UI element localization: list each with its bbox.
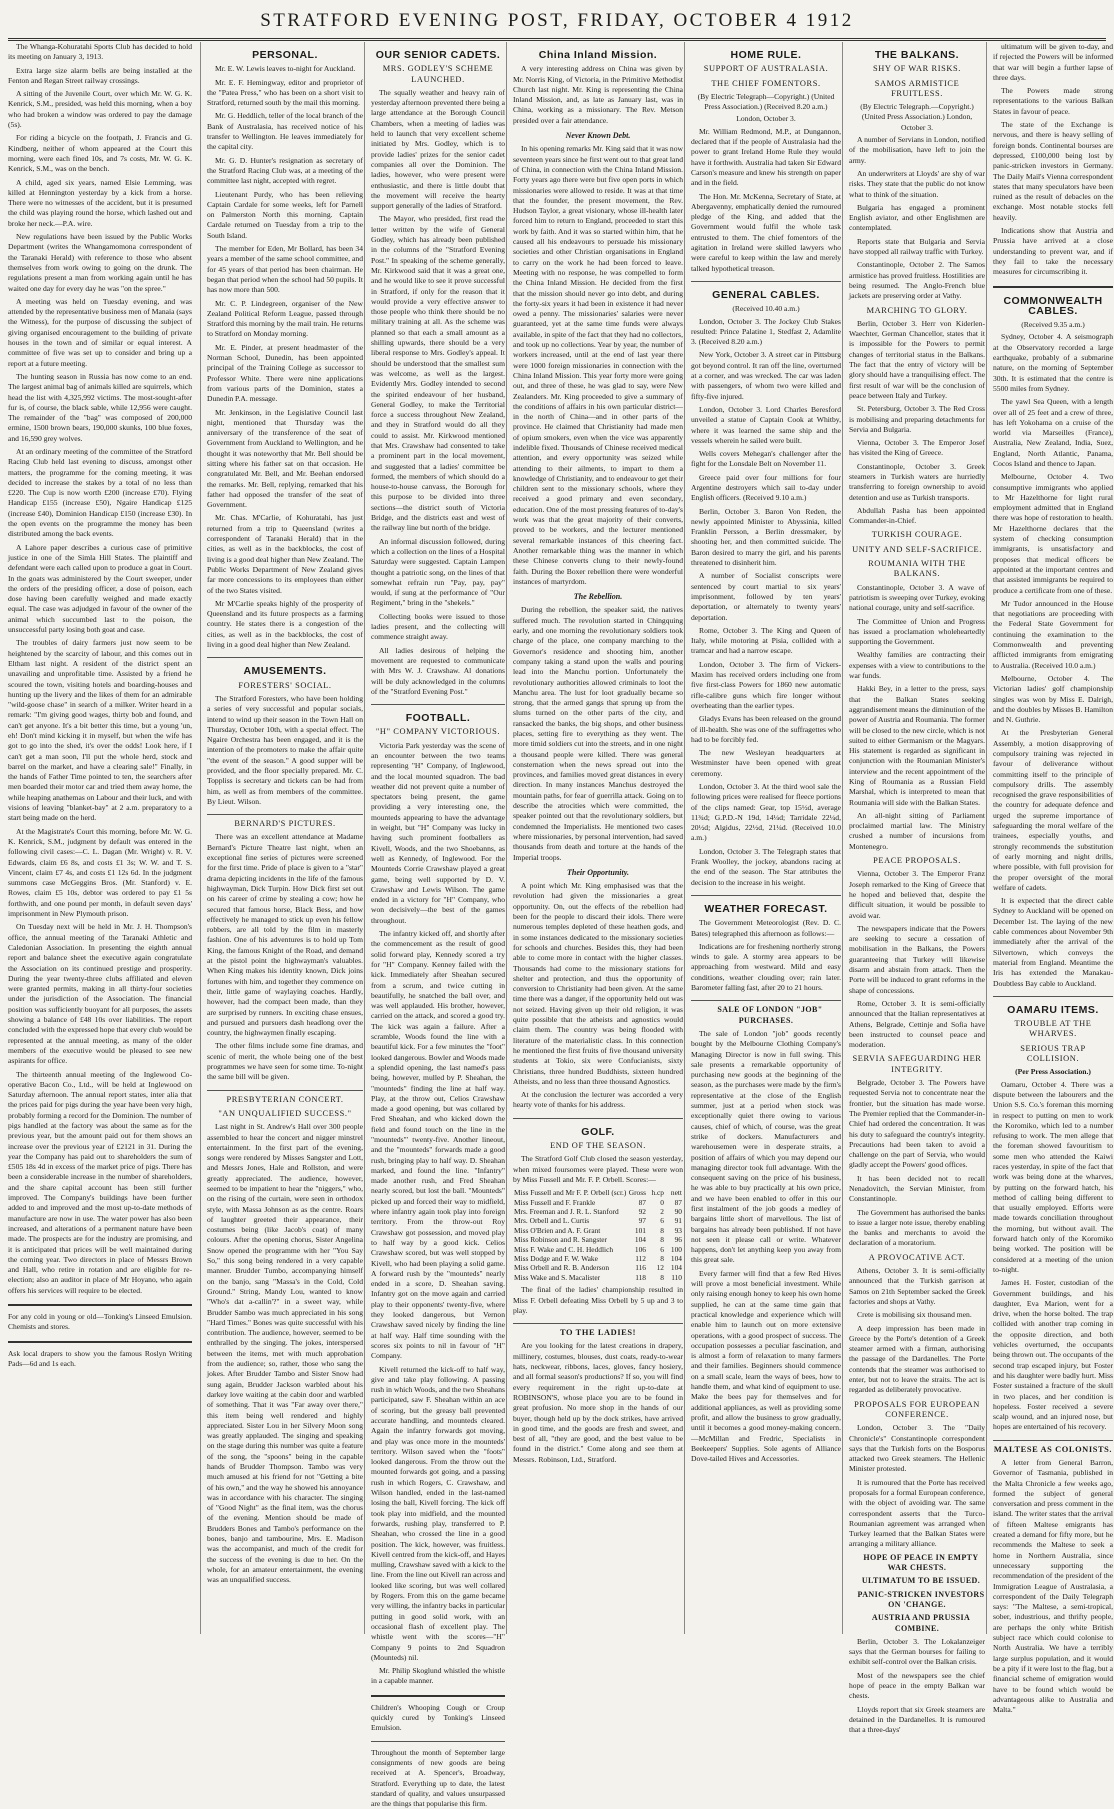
subtitle-trap: SERIOUS TRAP COLLISION. <box>1020 1043 1086 1064</box>
paragraph: Reports state that Bulgaria and Servia have stopped all railway traffic with Turkey. <box>849 236 985 257</box>
paragraph: The Whanga-Kohuratahi Sports Club has decided to hold its meeting on January 3, 1913. <box>8 42 192 62</box>
column-commonwealth <box>986 42 1113 1715</box>
divider <box>207 1090 363 1091</box>
paragraph: The thirteenth annual meeting of the Inglewood Co-operative Bacon Co., Ltd., will be held at Inglewood on Saturday afternoon. The annual report states, inter alia that the prices paid for pigs during the year have been very high, probably forming a record for the Dominion. The number of pigs handled at the factory was about the same as for the previous year, but the amount paid out for them shows an increase over the previous year of £2121 in 31. During the year the Company has paid out to shareholders the sum of £505 18s 4d in excess of the market price of pigs. There has been a considerable increase in the number of shareholders, and the share capital account has been still further improved. The Company's buildings have been further added to and improved and the most up-to-date methods of manufacture are now in use. The water power has also been increased, and alterations of a permanent nature have been made. The prospects are for the industry are promising, and it is anticipated that prices will be well maintained during the coming year. Two directors in place of Messrs Brown and Hall, who retire in rotation and are eligible for re-election; also an auditor in place of Mr Hoyano, who again offers his services will require to be elected. <box>8 1069 192 1295</box>
football-items <box>371 741 505 1687</box>
section-title-football: FOOTBALL. <box>405 712 471 725</box>
paragraph: Gladys Evans has been released on the ground of ill-health. She was one of the suffragettes who had to be forcibly fed. <box>691 714 841 744</box>
paragraph: The infantry kicked off, and shortly after the commencement as the result of good solid forward play, Kennedy scored a try for "H" Company. Kenney failed with the kick. Immediately after Sheahan secured from a scrum, and twice cutting in beautifully, he snatched the ball over, and was well applauded. His brother, however, carried on the attack, and scored a good try. The kick was again a failure. After a scramble, Woods found the line with a beautiful kick. For a few minutes the "foot" looked dangerous. Bowler and Woods made a splendid opening, the last named's pass being, however, mulled by P. Sheahan, the "mounteds" finding the line at half way. Play, at the throw out, Celios Crawshaw made a good opening, but was collared by Fred Sheahan, and who kicked down the field and found touch on the line in the "mounteds'" twenty-five. Another lineout, and the "mounteds" forwards made a good rush, bringing play to half way. D. Sheahan marked, and found the line. "Infantry" made another rush, and Fred Sheahan nearly scored, but lost the ball. "Mounteds" picked up and forced their way to midfield, where infantry again took play into foreign territory. From the throw-out Roy Crawshaw got possession, and moved play to half way by a good kick. Celios Crawshaw scored, but was well stopped by Kivell, who had been playing a solid game. A forward rush by the "mounteds" nearly ended in a score, D. Sheahan saving. Infantry got on the move again and carried play to their opponents' twenty-five, where they looked dangerous, but Vernon Crawshaw saved nicely by finding the line at half way. Half time sounding with the scores six points to nil in favour of "H" Company. <box>371 929 505 1361</box>
paragraph: Mr M'Carlie speaks highly of the prosperity of Queensland and its future prospects as a farming country. He states there is a congestion of the cities, as well as in the backblocks, the cost of living in a good deal higher than New Zealand. <box>207 598 363 650</box>
paragraph: Every farmer will find that a few Red Hives will prove a most beneficial investment. While only raising enough honey to keep his own home supplied, he can at the same time gain that practical knowledge and experience which will enable him to launch out on more extensive operations, with a good prospect of success. The occupation possesses a peculiar fascination, and is almost a form of relaxation to many farmers and their families. Beginners should commence on a small scale, learn the ways of bees, how to handle them, and what kind of equipment to use. Make the bees pay for themselves and for additional appliances, as well as providing some profit, and allow the business to grow gradually, until it becomes a good money-making concern.—McMillan and Fredric, Specialists in Beekeepers' Supplies. Sole agents of Alliance Dove-tailed Hives and Accessories. <box>691 1268 841 1464</box>
paragraph: Hakki Bey, in a letter to the press, says that the Balkan States seeking aggrandisement means the diminution of the power of Austria and Roumania. The former will be closed to the new circle, which is not suited to either Germanism or the Magyars. His statement is regarded as significant in conjunction with the Roumanian Minister's interview and the recent appointment of the King of Roumania as a Russian Field Marshal, which is interpreted to mean that Roumania will side with the Balkan States. <box>849 684 985 807</box>
paragraph: Abdullah Pasha has been appointed Commander-in-Chief. <box>849 505 985 526</box>
table-cell: 104 <box>670 1254 682 1264</box>
golf-intro <box>513 1154 683 1185</box>
paragraph: On Tuesday next will be held in Mr. J. H. Thompson's office, the annual meeting of the Taranaki Athletic and Caledonian Association. In presenting the eighth annual report and balance sheet the executive again congratulate the Association on its continued prestige and prosperity. During the year twenty-three clubs affiliated and eleven were granted permits, making in all thirty-four societies under the jurisdiction of the Association. The financial position was sufficiently buoyant for all purposes, the assets showing a balance of £48 10s over liabilities. The report concluded with the expressed hope that every club would be represented at the annual meeting, as many of the older members of the executive would be pleased to see new aspirants for office. <box>8 922 192 1066</box>
paragraph: Collecting books were issued to those ladies present, and the collecting will commence straight away. <box>371 611 505 642</box>
column-balkans <box>842 42 991 1735</box>
table-row <box>513 1273 683 1282</box>
table-cell: 87 <box>638 1197 646 1207</box>
masthead <box>8 4 1106 41</box>
section-title-oamaru: OAMARU ITEMS. <box>1007 1003 1099 1016</box>
paragraph: Indications are for freshening northerly strong winds to gale. A stormy area appears to be approaching from westward. Mild and easy conditions, weather clouding over; rain later. Barometer falling fast, after 20 to 21 hours. <box>691 941 841 993</box>
paragraph: Belgrade, October 3. The Powers have requested Servia not to concentrate near the frontier, but the situation has made worse. The Premier replied that the Commander-in-Chief had ordered the concentration. It was his duty to safeguard the country's integrity. Precautions had been taken to avoid a challenge on the part of Servia, who would gladly accept the Powers' good offices. <box>849 1078 985 1170</box>
paragraph: Kivell returned the kick-off to half way, give and take play following. A passing rush in which Woods, and the two Sheahans participated, saw F. Sheahan within an ace of scoring, but the greasy ball prevented accurate handling, and mounteds cleared. Again the infantry forwards got moving, and play was once more in the mounteds' territory. Wilson saved when the "foots" looked dangerous. From the throw out the mounted forwards got going, and a passing rush in which Rogers, C. Crawshaw, and Wilson handled, ended in the last-named losing the ball, Kivell forcing. The kick off took play into midfield, and the mounted forwards, rushing play, transferred to P. Sheahan, who crossed the line in a good position. The kick, however, was fruitless. Kivell centred from the kick-off, and Hayes mulling, Crawshaw saved with a kick to the line. From the line out Kivell ran across and looked like scoring, but was well collared by Rogers. From this on the game became very willing, the infantry backs in particular putting in good solid work, with an occasional flash of excellent play. The whistle went with the scores—"H" Company 9 points to 2nd Squadron (Mounteds) nil. <box>371 1364 505 1662</box>
table-cell: Miss O'Brien and A. F. Grant <box>514 1225 601 1235</box>
provocative-items <box>849 1266 985 1396</box>
peace-items <box>849 869 985 1050</box>
table-cell: 116 <box>635 1263 646 1273</box>
column-cadets-football <box>364 42 511 1809</box>
balkans-note: (By Electric Telegraph.—Copyright.) (United Press Association.) London, October 3. <box>860 102 974 132</box>
paragraph: London, October 3. The Jockey Club Stakes resulted: Prince Palatine 1, Stedfast 2, Adamlite 3. (Received 8.20 a.m.) <box>691 316 841 347</box>
amusement-items <box>207 694 363 807</box>
paragraph: A number of Socialist conscripts were sentenced by court martial to six years' imprisonment, followed by ten years' deportation, or alternately to twenty years' deportation. <box>691 571 841 622</box>
paragraph: A very interesting address on China was given by Mr. Norris King, of Victoria, in the Primitive Methodist Church last night. Mr. King is representing the China Inland Mission, and, as late as January last, was in China, working as a missionary. The Rev. Metson presided over a fair attendance. <box>513 64 683 125</box>
subtitle-wharves: TROUBLE AT THE WHARVES. <box>1014 1019 1092 1039</box>
paragraph: Lieutenant Purdy, who has been relieving Captain Cardale for some weeks, left for Parnell on Palmerston North this morning. Captain Cardale returned on Tuesday from a trip to the South Island. <box>207 189 363 240</box>
divider <box>8 1304 192 1306</box>
table-row <box>513 1254 683 1263</box>
table-cell: 104 <box>670 1263 682 1273</box>
balkans-items <box>849 135 985 301</box>
table-cell: 8 <box>660 1235 664 1245</box>
table-cell: 91 <box>674 1216 682 1226</box>
paragraph: London, October 3. The "Daily Chronicle's" Constantinople correspondent says that the Turkish forts on the Bosporus attacked two Greek steamers. The Hellenic Minister protested. <box>849 1423 985 1474</box>
paragraph: At the Magistrate's Court this morning, before Mr. W. G. K. Kenrick, S.M., judgment by default was entered in the following civil cases:—C. L. Dagan (Mr. Wright) v. R. V. Edwards, claim £6 8s, and costs £1 3s; W. W. and T. S. Vincent, claim £7 4s, and costs £1 12s 6d. In the judgment summons case McGeggins Bros. (Mr. Stanford) v. E. Rowes, claim £5 10s, debtor was ordered to pay £1 5s forthwith, and one pound per month, in default seven days' imprisonment in New Plymouth prison. <box>8 826 192 919</box>
paragraph: An underwriters at Lloyds' are shy of war risks. They state that the public do not know what to think of the situation. <box>849 168 985 199</box>
paragraph: London, October 3. Lord Charles Beresford unveiled a statue of Captain Cook at Whitby, where it was learned the same ship and the vessels wherein he sailed were built. <box>691 404 841 445</box>
paragraph: Mr Tudor announced in the House that negotiations are proceeding with the Federal State Government for continuing the examination to the Commonwealth and preventing afflicted immigrants from emigrating to Australia. (Received 10.0 a.m.) <box>993 598 1113 670</box>
subtitle-european: PROPOSALS FOR EUROPEAN CONFERENCE. <box>854 1399 980 1419</box>
divider <box>691 281 841 282</box>
paragraph: The Stratford Golf Club closed the season yesterday, when mixed foursomes were played. These were won by Miss Fussell and Mr. F. P. Orbell. Scores:— <box>513 1154 683 1184</box>
paragraph: The Mayor, who presided, first read the letter written by the wife of General Godley, which has already been published in the columns of the "Stratford Evening Post." In speaking of the scheme generally, Mr. Kirkwood said that it was a great one, and he would like to see it prove successful in Stratford, if only for the reason that it would provide a very effective answer to those people who think there should be no military training at all. As the scheme was planned so that each a small amount as a shilling upwards, there should be a very liberal response to Mrs. Godley's appeal. It should be understood that the smallest sum was welcome, as well as the largest. Evidently Mrs. Godley intended to second the spirited endeavour of her husband, General Godley, to make the Territorial force a success throughout New Zealand, and they in Stratford would do all they could to assist. Mr. Kirkwood mentioned that Mrs. Crawshaw had consented to take a prominent part in the local movement, and suggested that a ladies' committee be formed, the members of which should do a house-to-house canvass, the Borough for this purpose to be divided into three sections—the district south of Victoria Bridge, and the districts east and west of the railway line but north of the bridge. <box>371 214 505 533</box>
table-cell: 118 <box>635 1272 646 1282</box>
advert-tonking: For any cold in young or old—Tonking's Linseed Emulsion. Chemists and stores. <box>8 1312 192 1332</box>
paragraph: A meeting was held on Tuesday evening, and was attended by the representative business men of Manaia (says the Witness), for the purpose of discussing the subject of giving organised encouragement to the building of private houses in the town and of similar or equal interest. A committee of five was set up to consider and bring up a report at a future meeting. <box>8 296 192 368</box>
paragraph: Melbourne, October 4. Two consumptive immigrants who applied to Mr Hazelthorne for light rural employment admitted that in England there was hope of restoration to health. Mr Hazelthorne declares that the system of checking consumption immigrants, is unsatisfactory and proposes that medical officers be appointed at the important centres and that assisted immigrants be required to produce a certificate from one of these. <box>993 472 1113 595</box>
section-title-general-cables: GENERAL CABLES. <box>712 288 820 301</box>
table-cell: Miss Wake and S. Macalister <box>514 1272 601 1282</box>
sale-items <box>691 1029 841 1464</box>
section-title-china: China Inland Mission. <box>538 49 658 61</box>
table-row <box>513 1235 683 1244</box>
weather-items <box>691 918 841 993</box>
ladies-items <box>513 1341 683 1465</box>
divider <box>993 996 1113 997</box>
continued-items <box>993 42 1113 278</box>
divider <box>993 286 1113 288</box>
table-row <box>513 1207 683 1216</box>
paragraph: Lloyds report that six Greek steamers are detained in the Dardanelles. It is rumoured that a three-days' <box>849 1704 985 1735</box>
paragraph: London, October 3. The Telegraph states that Frank Woolley, the jockey, abandons racing at the end of the season. The Star attributes the decision to the increase in his weight. <box>691 846 841 887</box>
table-cell: 92 <box>638 1206 646 1216</box>
paragraph: Are you looking for the latest creations in drapery, millinery, costumes, blouses, dust coats, ready-to-wear hats, neckwear, ribbons, laces, gloves, fancy hosiery, and all formal season's productions? If so, you will find every requirement in the right up-to-date at ROBINSON'S, whose place you are to be found in great profusion. No more shop in the hands of our buyer, though held up by the dock strikes, have arrived in good time, and the goods are fresh and sweet, and best of all, "they are good, and the best value to be found in the district." Come along and see them at Messrs. Robinson, Ltd., Stratford. <box>513 1341 683 1464</box>
section-title-balkans: THE BALKANS. <box>874 49 960 61</box>
subtitle-unity: UNITY AND SELF-SACRIFICE. <box>852 544 982 554</box>
paragraph: There was an excellent attendance at Madame Bernard's Picture Theatre last night, when an exceptional fine series of pictures were screened for the first time. Pride of place is given to a "star" drama depicting incidents in the life of the famous highwayman, Dick Turpin. How Dick first set out on his career of crime by stealing a cow; how he secured that famous horse, Black Bess, and how effectively he managed to stick up even his fellow robbers, are all told by the film in masterly fashion. One of his adventures is to hold up Tom King, the famous Knight of the Road, and demand at the pistol point the highwayman's valuables. When King makes his identity known, Dick joins fortunes with him, and together they commence on their, little game of waylaying coaches. Hardly, however, had the compact been made, than they are surprised by runners. In exciting chase ensues, and pursued and pursuers dash headlong over the country, the highwaymen finally escaping. <box>207 832 363 1038</box>
advert-whooping-cough: Children's Whooping Cough or Croup quickly cured by Tonking's Linseed Emulsion. <box>371 1702 505 1733</box>
paragraph: Victoria Park yesterday was the scene of an encounter between the two teams representing "H" Company, of Inglewood, and the local mounted squadron. The bad weather did not prevent quite a number of spectators being present, the game providing a very interesting one, the mounteds appearing to have the advantage in weight, but "H" Company was lucky in having such prominent footballers as Kivell, Woods, and the two Shoebanns, as well as Kennedy, of Inglewood. For the Mounteds Corrie Crawshaw played a great game, being well supported by D. V. Crawshaw and Lewis Wilson. The game ended in a victory for "H" Company, who won decisively—the best of the games throughout. <box>371 740 505 925</box>
column-china-golf <box>506 42 689 1634</box>
paragraph: For riding a bicycle on the footpath, J. Francis and G. Kindberg, neither of whom appeared at the Court this morning, were each fined 10s, and 7s costs, Mr. W. G. K. Kenrick, S.M., was on the bench. <box>8 133 192 174</box>
european-items <box>849 1423 985 1550</box>
paragraph: The final of the ladies' championship resulted in Miss F. Orbell defeating Miss Orbell by 5 up and 3 to play. <box>513 1285 683 1315</box>
subtitle-presbyterian: PRESBYTERIAN CONCERT. <box>226 1094 344 1104</box>
table-row <box>513 1216 683 1225</box>
table-cell: Miss Robinson and R. Sangster <box>514 1235 608 1245</box>
masthead-title: STRATFORD EVENING POST, FRIDAY, OCTOBER 4 1912 <box>260 10 854 31</box>
paragraph: It is expected that the direct cable Sydney to Auckland will be opened on December 1st. The laying of the new cable commences about November 9th immediately after the arrival of the Silvertown, which conveys the material from England. Meantime the Iris has extended the Manakau-Doubtless Bay cable to Auckland. <box>993 896 1113 988</box>
paragraph: A deep impression has been made in Greece by the Porte's detention of a Greek steamer armed with a firman, authorising the passage of the Dardanelles. The Porte contends that the steamer was authorised to enter, but not to leave the straits. The act is regarded as deliberately provocative. <box>849 1323 985 1395</box>
table-row <box>513 1263 683 1272</box>
subtitle-foresters: FORESTERS' SOCIAL. <box>238 680 332 690</box>
paragraph: The Government has authorised the banks to issue a larger note issue, thereby enabling the banks and merchants to avoid the declaration of a moratorium. <box>849 1207 986 1248</box>
paragraph: Athens, October 3. It is semi-officially announced that the Turkish garrison at Samos on 21th September sacked the Greek factories and shops at Vathy. <box>849 1266 985 1306</box>
table-cell: 90 <box>674 1206 682 1216</box>
divider <box>207 657 363 658</box>
paragraph: At the conclusion the lecturer was accorded a very hearty vote of thanks for his address. <box>513 1090 683 1110</box>
paragraph: Mr. E. W. Lewis leaves to-night for Auckland. <box>215 64 356 74</box>
divider <box>691 895 841 896</box>
oamaru-note: (Per Press Association.) <box>1015 1067 1091 1077</box>
column-personal-amusements <box>200 42 369 1634</box>
divider <box>993 1440 1113 1441</box>
column-home-rule-cables <box>684 42 847 1634</box>
subtitle-fomentors: THE CHIEF FOMENTORS. <box>711 78 821 88</box>
subtitle-turkish: TURKISH COURAGE. <box>871 530 963 540</box>
presbyterian-items <box>207 1122 363 1585</box>
divider <box>371 1741 505 1742</box>
table-cell: 6 <box>660 1244 664 1254</box>
section-title-home-rule: HOME RULE. <box>730 49 802 61</box>
paragraph: Vienna, October 3. The Emperor Franz Joseph remarked to the King of Greece that he hoped and believed that, despite the difficult situation, it would be possible to avoid war. <box>849 869 985 920</box>
table-row <box>513 1226 683 1235</box>
section-title-sale: SALE OF LONDON "JOB" PURCHASES. <box>717 1005 823 1025</box>
commonwealth-note: (Received 9.35 a.m.) <box>1021 320 1085 330</box>
divider <box>371 1695 505 1697</box>
section-title-personal: PERSONAL. <box>252 49 318 61</box>
paragraph: A point which Mr. King emphasised was that the revolution had given the missionaries a great opportunity. On, out the effects of the rebellion had been for the people to discard their idols. There were numerous temples depleted of these heathen gods, and in some instances dedicated to the missionary societies for schools and churches. Besides this, they had been able to come more in contact with the higher classes. Thousands had come to the missionary stations for shelter and protection, and thus the opportunity of conversion to Christianity had been given. At the same time there was a danger, if the opportunity held out was not seized. Having given up their old religion, it was quite possible that the atheists and agnostics would claim them. The country was being flooded with literature of the materialistic class. In this connection he mentioned the first fruits of five thousand university students at Tokio, six were Confucianists, sixty Christians, three hundred Buddhists, sixteen hundred Atheists, and no less than three thousand Agnostics. <box>513 881 683 1086</box>
paragraph: Mr. William Redmond, M.P., at Dungannon, declared that if the people of Australasia had the power to grant Ireland Home Rule they would have it forthwith. Australia had taken Sir Edward Carson's measure and knew his strength on paper and in the field. <box>691 126 841 188</box>
paragraph: Mr. Jenkinson, in the Legislative Council last night, mentioned that Thursday was the anniversary of the transference of the seat of Government from Auckland to Wellington, and he thought it was noteworthy that Mr. Bell should be sitting where his father sat on that occasion. He congratulated Mr. Bell, and Mr. Beehan endorsed the remarks. Mr. Bell, replying, remarked that his father had opposed the transfer of the seat of Government. <box>207 407 363 510</box>
home-rule-items <box>691 127 841 274</box>
paragraph: St. Petersburg, October 3. The Red Cross is mobilising and preparing detachments for Servia and Bulgaria. <box>849 404 985 434</box>
paragraph: Oamaru, October 4. There was a dispute between the labourers and the Union S.S. Co.'s foreman this morning in respect to putting on men to work the Koromiko, which led to a number refusing to work. The men allege that the foreman showed favouritism to some men who attended the Kaiwi races yesterday, in spite of the fact that work was being done at the wharves, by putting on the forward hatch, his method of calling being different to that usually employed. Efforts were made towards conciliation throughout the morning, but without avail. The forward hatch only of the Koromiko being worked. The position will be considered at a meeting of the union to-night. <box>993 1079 1113 1274</box>
table-cell: 6 <box>660 1216 664 1226</box>
subtitle-roumania: ROUMANIA WITH THE BALKANS. <box>868 559 966 579</box>
paragraph: It is rumoured that the Porte has received proposals for a formal European conference, with the object of avoiding war. The same correspondent asserts that the Turco-Roumanian agreement was arranged when Turkey learned that the Balkan States were arranging a military alliance. <box>849 1477 985 1549</box>
section-title-golf: GOLF. <box>581 1125 615 1138</box>
advert-spencer: Throughout the month of September large consignments of new goods are being received at A. Spencer's, Broadway, Stratford. Everything up to date, the latest standard of quality, and values unsurpassed are the things that popularise this firm. <box>371 1747 505 1809</box>
bernard-items <box>207 832 363 1082</box>
local-news-items <box>8 42 192 1296</box>
paragraph: At an ordinary meeting of the committee of the Stratford Racing Club held last evening to discuss, amongst other matters, the programme for the coming meeting, it was decided to increase the stakes by a total of no less than £220. The Cup is now worth £200 (increase £70). Flying Handicap £155 (increase £50), Ngaire Handicap £125 (increase £40), Dominion Handicap £150 (increase £30). In the open events on the programme the money has been distributed among the back events. <box>8 446 192 539</box>
table-cell: Miss Fussell and F. Frankle <box>514 1197 596 1207</box>
paragraph: The member for Eden, Mr Bollard, has been 34 years a member of the same school committee, and for 45 years of that period has been chairman. He began that period when the school had 50 pupils. It has now more than 500. <box>207 244 363 295</box>
roumania-items <box>849 583 985 852</box>
table-cell: 104 <box>634 1235 646 1245</box>
section-title-ladies: TO THE LADIES! <box>559 1328 637 1338</box>
paragraph: A sitting of the Juvenile Court, over which Mr. W. G. K. Kenrick, S.M., presided, was held this morning, when a boy who had broken a window was ordered to pay the damage (5s). <box>8 89 192 130</box>
paragraph: The troubles of dairy farmers just now seem to be heightened by the scarcity of labour, and this comes out in Eltham last night. A resident of the district spent an unavailing and unprofitable time. Assisted by a friend he scoured the town, visiting hotels and boarding-houses and hunting up the livery and the likes of them for an admirable "wild-goose chase" in search of a milker. Writer heard in a remark: "I'm giving good wages, thirty bob and found, and can't get anyone. It's a bit better this time, but a young 'un, eh! Don't mind kicking it in myself, but when the wife has got to go into the shed, it's over the odds! Look here, if I can't get a man soon, I'll put the whole herd, stock and barrel on the market, and have a clearing sale!" Finally, in the hands of Father Time pointed to ten, the searchers after men boarded their motor car and tried them away home, the while heaping anathemas on Labour and their luck, and with visions of leaving "blanket-bay" at 2 a.m. preparatory to a start being made on the herd. <box>8 638 192 823</box>
paragraph: Rome, October 3. The King and Queen of Italy, while motoring at Pisia, collided with a tramcar and had a narrow escape. <box>691 625 841 656</box>
paragraph: Extra large size alarm bells are being installed at the Fenton and Regan Street railway crossings. <box>8 65 192 85</box>
column-local-news <box>8 42 198 1634</box>
paragraph: Constantinople, October 3. A wave of patriotism is sweeping over Turkey, evoking national courage, unity and self-sacrifice. <box>849 582 985 613</box>
golf-outro <box>513 1285 683 1316</box>
paragraph: All ladies desirous of helping the movement are requested to communicate with Mrs W. J. Crawshaw. Al donations will be duly acknowledged in the columns of the "Stratford Evening Post." <box>371 645 505 696</box>
subhead-rebellion: The Rebellion. <box>573 592 623 602</box>
subtitle-austria: AUSTRIA AND PRUSSIA COMBINE. <box>871 1613 971 1633</box>
table-cell: 93 <box>674 1225 682 1235</box>
austria-items <box>849 1637 985 1736</box>
table-cell: Miss Orbell and R. B. Anderson <box>514 1263 610 1273</box>
paragraph: The Powers made strong representations to the various Balkan States in favour of peace. <box>993 86 1113 116</box>
table-cell: 0 <box>660 1197 664 1207</box>
paragraph: The Government Meteorologist (Rev. D. C. Bates) telegraphed this afternoon as follows:— <box>691 918 841 938</box>
table-cell: 100 <box>670 1244 682 1254</box>
paragraph: Mr. G. Heddlich, teller of the local branch of the Bank of Australasia, has received notice of his transfer to Wellington. He leaves immediately for the capital city. <box>207 111 363 152</box>
glory-items <box>849 319 985 527</box>
home-rule-date: London, October 3. <box>736 114 796 124</box>
commonwealth-items <box>993 332 1113 988</box>
subtitle-samos: SAMOS ARMISTICE FRUITLESS. <box>874 78 960 98</box>
personal-items <box>207 64 363 650</box>
paragraph: A number of Servians in London, notified of the mobilisation, have left to join the army. <box>849 135 985 165</box>
paragraph: Mr. Philip Skoglund whistled the whistle in a capable manner. <box>371 1666 505 1686</box>
general-cables-items <box>691 317 841 888</box>
table-cell: 112 <box>635 1254 646 1264</box>
divider <box>371 704 505 705</box>
paragraph: A letter from General Barron, Governor of Tasmania, published in the Malta Chronicle a few weeks ago, formed the subject of general conversation and press comment in the island. The writer states that the arrival of fifteen Maltese emigrants has created a demand for fifty more, but he recommends the Maltese to seek a home in Northern Australia, since unnecessary supporting the recommendation of the president of the Immigration League of Australasia, a correspondent of the Daily Telegraph says: "The Maltese, a semi-tropical, sober, industrious, and thrifty people, are perhaps the only white British subject race which could colonise to North Australia. We have a terribly large surplus population, and it would be a pity if it were lost to the flag, but a financial scheme of emigration would have to be found which would be advantageous alike to Australia and Malta." <box>993 1458 1113 1715</box>
table-cell: 106 <box>634 1244 646 1254</box>
subtitle-unqualified: "AN UNQUALIFIED SUCCESS." <box>218 1108 352 1118</box>
table-cell: 12 <box>656 1263 664 1273</box>
table-cell: 2 <box>660 1206 664 1216</box>
paragraph: Indications show that Austria and Prussia have arrived at a close understanding to prevent war, and if they fail to take the necessary measures for circumscribing it. <box>993 226 1113 277</box>
table-cell: h.cp <box>651 1188 664 1198</box>
paragraph: Wealthy families are contracting their expenses with a view to contributions to the war funds. <box>849 650 985 681</box>
paragraph: Constantinople, October 3. Greek steamers in Turkish waters are hurriedly transferring to foreign ownership to avoid detention and use as Turkish transports. <box>849 461 985 502</box>
paragraph: Mr. C. P. Lindegreen, organiser of the New Zealand Political Reform League, passed through Stratford this morning by the mail train. He returns to Stratford on Monday morning. <box>207 298 363 339</box>
table-cell: 8 <box>660 1254 664 1264</box>
general-cables-note: (Received 10.40 a.m.) <box>732 304 800 314</box>
subtitle-glory: MARCHING TO GLORY. <box>866 305 968 315</box>
subtitle-bernards: BERNARD'S PICTURES. <box>234 819 336 829</box>
paragraph: The Hon. Mr. McKenna, Secretary of State, at Abergavenny, emphatically denied the rumoured pledge of the King, and added that the Government would fulfil the whole task entrusted to them. The chief fomentors of the agitation in Ireland were skilled lawyers who were careful to keep within the law and merely talked hypothetical treason. <box>691 191 841 273</box>
paragraph: Vienna, October 3. The Emperor Josef has visited the King of Greece. <box>849 438 985 458</box>
paragraph: London, October 3. The firm of Vickers-Maxim has received orders including one from five first-class Powers for 1860 new automatic rifle-calibre guns which fire longer without overheating than the earlier types. <box>691 659 841 710</box>
paragraph: Berlin, October 3. Herr von Kiderlen-Waechter, German Chancellor, states that it is impossible for the Powers to permit changes of territorial status in the Balkans. The fact that the entry of victory will be glory should have a tranquilising effect. The first result of war will be the conclusion of peace between Italy and Turkey. <box>849 318 985 400</box>
table-cell: 87 <box>674 1197 682 1207</box>
table-row <box>513 1198 683 1207</box>
paragraph: Melbourne, October 4. The Victorian ladies' golf championship singles was won by Miss E. Dalrigh, and the doubles by Misses B. Hamilton and N. Guthrie. <box>993 673 1113 725</box>
rebellion-items <box>513 605 683 862</box>
paragraph: Crete is mobilising six thousand men. <box>857 1310 972 1320</box>
paragraph: Mr. Chas. M'Carlie, of Kohuratahi, has just returned from a trip to Queensland (writes a correspondent of Taranaki Herald) that in the cities, as well as in the backblocks, the cost of living is a good deal higher than New Zealand. The Public Works Department of New Zealand gives far more concessions to its employees than either of the two States visited. <box>207 513 363 595</box>
golf-scores-table <box>513 1188 683 1282</box>
subtitle-godley: MRS. GODLEY'S SCHEME LAUNCHED. <box>382 64 494 84</box>
maltese-items <box>993 1458 1113 1715</box>
section-title-cadets: OUR SENIOR CADETS. <box>375 49 501 61</box>
table-cell: Miss Dodge and F. W. Wake <box>514 1254 598 1264</box>
subtitle-ultimatum: ULTIMATUM TO BE ISSUED. <box>861 1576 981 1586</box>
subtitle-provocative: A PROVOCATIVE ACT. <box>868 1252 966 1262</box>
paragraph: Last night in St. Andrew's Hall over 300 people assembled to hear the concert and nigger minstrel entertainment. In the first part of the evening, songs were rendered by Misses Sangster and Lott, and Messrs Jones, Hale and Rollston, and were greatly appreciated. The audience, however, seemed to be impatient to hear the "niggers," who, on the rising of the curtain, were seen in orthodox style, with Massa Johnson as as the centre. Roars of laughter greeted their appearance, their costumes being (like Jacob's coat) of many colours. After the opening chorus, Sister Angelina Snow opened the programme with her "You Say So," this song being rendered in a very capable manner. Brudder Tumbo, accompanying himself on the banjo, sang "Massa's in the Cold, Cold Ground." String, Mandy Lou, wanted to know "Who's dat a-callin'?" in a sweet way, while Brudder Sambo was much appreciated in his song "Hard Times." Bones was quite successful with his contribution. The audience, however, seemed to be enthralled by the singing. The jokes, interspersed between the items, met with much approbation from the audience; so, rather, those who sang the jokes. After Brudder Tambo and Sister Snow had sung again, Brudder Jackson warbled about his darkey love waiting at the cabin door and warbled of something. That it was "Far away over there," this item being well rendered and highly appreciated. Sister Lou in her Silvery Moon song was greatly applauded. The singing and speaking on the stage during this number was quite a feature of the song, the "spoons" being in the capable hands of Brudder Thompson. Tambo was very much amused at his friend for not "Getting a bite of his own," and the way he showed his annoyance was in accordance with his character. The singing of "Good Night" as the final item, was the chorus of the evening. Mention should be made of Brudders Bones and Tambo's performance on the bones, banjo and tambourine, Mrs. E. Madison was the accompanist, and much of the credit for the success of the evening is due to her. On the whole, for an amateur entertainment, the evening was an unqualified success. <box>207 1122 363 1585</box>
table-row <box>513 1188 683 1197</box>
divider <box>691 1000 841 1001</box>
divider <box>8 1341 192 1343</box>
paragraph: Greece paid over four millions for four Argentine destroyers which sail to-day under English officers. (Received 9.10 a.m.) <box>691 472 841 503</box>
section-title-commonwealth: COMMONWEALTH CABLES. <box>1003 294 1103 317</box>
table-cell: 96 <box>674 1235 682 1245</box>
paragraph: The Stratford Foresters, who have been holding a series of very successful and popular socials, intend to wind up their season in the Town Hall on Thursday, October 10th, with a special effect. The Ngaire Orchestra has been engaged, and it is the intention of the promoters to make the affair quite "the event of the season." A good supper will be provided, and the floor specially prepared. Mr. C. Toppliss is secretary and tickets can be had from him, as well as from members of the committee. By Lieut. Wilson. <box>207 693 363 806</box>
table-cell: Mrs. Orbell and L. Curtis <box>514 1216 590 1226</box>
section-title-weather: WEATHER FORECAST. <box>704 902 828 915</box>
table-cell: Gross <box>628 1188 646 1198</box>
subtitle-end-season: END OF THE SEASON. <box>550 1140 646 1150</box>
paragraph: At the Presbyterian General Assembly, a motion disapproving of compulsory training was rejected in favour of deliverance without committing itself to the principle of compulsory drills. The assembly recognised the grave responsibilities of the country for adequate defence and urged the supreme importance of safeguarding the moral welfare of the trainees, especially youths, and strongly recommends the substitution of early morning and night drills, where possible, with full provision for the proper oversight of the moral welfare of cadets. <box>993 728 1113 892</box>
debt-items <box>513 144 683 587</box>
servia-items <box>849 1078 985 1249</box>
section-title-amusements: AMUSEMENTS. <box>243 665 327 678</box>
paragraph: Most of the newspapers see the chief hope of peace in the empty Balkan war chests. <box>849 1670 985 1701</box>
paragraph: James H. Foster, custodian of the Government buildings, and his daughter, Eva Marion, went for a drive, when the horse bolted. The trap collided with another trap coming in the opposite direction, and both vehicles overturned, the occupants being thrown out. The occupants of the second trap escaped injury, but Foster and his daughter were badly hurt. Miss Foster sustained a fracture of the skull in two places, and her condition is hopeless. Foster received a severe scalp wound, and an injured nose, but hopes are entertained of his recovery. <box>993 1278 1113 1432</box>
paragraph: Berlin, October 3. Baron Von Reden, the newly appointed Minister to Abyssinia, killed Franklin Persson, a Berlin dressmaker, by shooting her, and then committed suicide. The Baron desired to marry the girl, and his parents threatened to disinherit him. <box>691 506 841 568</box>
subhead-debt: Never Known Debt. <box>565 131 631 141</box>
paragraph: In his opening remarks Mr. King said that it was now seventeen years since he first went out to that great land of China, in connection with the China Inland Mission. Forty years ago there were but five open ports in which missionaries were allowed to reside. It was at that time that the founder, the present movement, the Rev. Hudson Taylor, a great visionary, whose ill-health later forced him to return to England, proceeded to start this work by faith. And it was so started within him, that he caused all his endeavours to persuade his missionary societies and other Christian organisations in England to carry on the work he had been forced to leave. Meeting with no response, he was compelled to form the China Inland Mission. He decided from the first that the mission should never go into debt, and during the forty-six years it had been in existence it had never owed a penny. The missionaries' salaries were never guaranteed, yet at the same time funds were always available, in spite of the fact that they had no collectors, and took up no collections. Year by year, the number of workers increased, until at the end of last year there were 1000 foreign missionaries in connection with the China Inland Mission. This year forty more were going out, and three of these, he was glad to say, were New Zealanders. Mr. King proceeded to give a summary of the conditions of affairs in his own particular district—in the north of China—and in other parts of the province. He claimed that Christianity had made men of opium smokers, even when the vice was apparently indelible fixed. Thousands of Chinese received medical attention, and every opportunity was seized while attending to their ailments, to impart to them a knowledge of Christianity, and to endeavour to get their children sent to the missionary schools, where they received a good primary and even secondary, education. One of the most pressing features of to-day's work was that the great majority of their converts, proved to be workers, and the lecturer mentioned several remarkable instances of this cheering fact. Another remarkable thing was the manner in which these Chinese converts clung to their newly-found faith. During the Boxer rebellion there were wonderful instances of martyrdom. <box>513 144 683 586</box>
table-cell: 8 <box>660 1225 664 1235</box>
table-cell: Miss F. Wake and C. H. Heddlich <box>514 1244 614 1254</box>
subtitle-servia: SERVIA SAFEGUARDING HER INTEGRITY. <box>852 1054 982 1074</box>
paragraph: A child, aged six years, named Elsie Lemming, was killed at Hennington yesterday by a kick from a horse. There were no witnesses of the accident, but it is presumed the child was playing round the horse, which lashed out and broke her neck.—P.A. wire. <box>8 177 192 228</box>
subtitle-panic: PANIC-STRICKEN INVESTORS ON 'CHANGE. <box>857 1589 985 1609</box>
paragraph: The hunting season in Russia has now come to an end. The largest animal bag of animals killed are squirrels, which head the list with 4,325,992 victims. The most-sought-after fur is, of course, the black sable, while 12,956 were caught. The remainder of the "bag" was composed of 200,000 ermine, 1500 brown bears, 190,000 skunks, 100 blue foxes, and 16,590 grey wolves. <box>8 371 192 443</box>
paragraph: The Committee of Union and Progress has issued a proclamation wholeheartedly supporting the Government. <box>849 616 985 647</box>
table-row <box>513 1245 683 1254</box>
paragraph: Berlin, October 3. The Lokalanzeiger says that the German bourses for failing to exhibit self-control over the Balkan crisis. <box>849 1636 985 1667</box>
table-cell: Mrs. Freeman and J. R. L. Stanford <box>514 1206 619 1216</box>
subtitle-war-risks: SHY OF WAR RISKS. <box>873 64 961 74</box>
paragraph: New York, October 3. A street car in Pittsburg got beyond control. It ran off the line, overturned at a corner, and was wrecked. The car was laden with passengers, of whom two were killed and fifty-five injured. <box>691 350 841 401</box>
paragraph: The yawl Sea Queen, with a length over all of 25 feet and a crew of three, has left Yokohama on a cruise of the world via Marseilles (France), Australia, New Zealand, India, Suez, England, North Atlantic, Panama, Cocos Island and thence to Japan. <box>993 397 1113 468</box>
paragraph: It has been decided not to recall Nenadovitch, the Servian Minister, from Constantinople. <box>849 1173 985 1204</box>
subtitle-hope: HOPE OF PEACE IN EMPTY WAR CHESTS. <box>863 1552 979 1573</box>
paragraph: Mr. G. D. Hunter's resignation as secretary of the Stratford Racing Club was, at a meeting of the committee last night, accepted with regret. <box>207 155 363 186</box>
subtitle-peace: PEACE PROPOSALS. <box>873 856 961 866</box>
paragraph: The new Wesleyan headquarters at Westminster have been opened with great ceremony. <box>691 748 841 778</box>
paragraph: The squally weather and heavy rain of yesterday afternoon prevented there being a large attendance at the Borough Council Chambers, when a meeting of ladies was held to launch that very excellent scheme initiated by Mrs. Godley, which is to provide ladies' prizes for the senior cadet companies all over the Dominion. The ladies, however, who were present were enthusiastic, and there is little doubt that the movement will receive the hearty support generally of the ladies of Stratford. <box>371 87 505 211</box>
section-title-maltese: MALTESE AS COLONISTS. <box>993 1444 1113 1454</box>
paragraph: An all-night sitting of Parliament proclaimed martial law. The Ministry crushed a number of incursions from Montenegro. <box>849 810 985 851</box>
cadets-items <box>371 88 505 697</box>
paragraph: A Lahore paper describes a curious case of primitive justice in one of the Simla Hill States. The plaintiff and defendant were each called upon to produce a goat in Court. In the goats was administered by the Court sweeper, under the orders of the presiding officer, a dose of poison, each dose having been carefully weighed and made exactly equal. The case was adjudged in favour of the owner of the animal which succumbed last to the poison, the unsuccessful party losing both goat and case. <box>8 542 192 635</box>
paragraph: ultimatum will be given to-day, and if rejected the Powers will be informed that war will begin a further lapse of three days. <box>993 42 1113 82</box>
divider <box>513 1118 683 1119</box>
paragraph: The newspapers indicate that the Powers are seeking to secure a cessation of mobilisation in the Balkans, the Powers guaranteeing that Turkey will likewise disarm and abstain from attack. Then the Porte will be induced to grant reforms in the shape of concessions. <box>849 923 985 995</box>
paragraph: Mr. E. F. Hemingway, editor and proprietor of the "Patea Press," who has been on a short visit to Stratford, returned south by the mail this morning. <box>207 77 363 108</box>
paragraph: The state of the Exchange is nervous, and there is heavy selling of foreign bonds. Continental bourses are depressed, £100,000 being lost by panic-stricken investors in Germany. The Daily Mail's Vienna correspondent states that many speculators have been ruined as the result of debacles on the exchange. Most notable stocks fell heavily. <box>993 120 1113 222</box>
divider <box>207 814 363 815</box>
paragraph: The other films include some fine dramas, and scenic of merit, the whole being one of the best programmes we have seen for some time. To-night the same bill will be given. <box>207 1041 363 1082</box>
home-rule-note: (By Electric Telegraph—Copyright.) (United Press Association.) (Received 8.20 a.m.) <box>697 91 835 112</box>
table-cell: nett <box>670 1188 682 1198</box>
table-cell: 97 <box>638 1216 646 1226</box>
paragraph: The sale of London "job" goods recently bought by the Melbourne Clothing Company's Managing Director is now in full swing. This sale presents a remarkable opportunity of purchasing new goods at the beginning of the season, as the purchases were made by the firm's representative at the close of the English summer, just at a period when stock was exceptionally quiet there owing to various causes, chief of which, of course, was the great strike of dockers. Manufacturers and warehousemen were in desperate straits, a position of affairs of which you may depend our managing director took full advantage. With the consequent saving on the price of his business, he was able to buy practically at his own price, and we have been enabled to offer in this our first instalment of the job goods a medley of bargains little short of marvellous. The list of bargains has already been published. If not have not seen it please call or write. Whatever happens, don't let anything keep you away from this great sale. <box>691 1028 841 1265</box>
paragraph: Wells covers Mehegan's challenger after the fight for the Lonsdale Belt on November 11. <box>691 449 841 469</box>
paragraph: Mr. E. Pinder, at present headmaster of the Norman School, Dunedin, has been appointed principal of the Training College as successor to Professor White. There were nine applications from various parts of the Dominion, states a Dunedin P.A. message. <box>207 342 363 404</box>
paragraph: An informal discussion followed, during which a collection on the lines of a Hospital Saturday were suggested. Captain Lampen thought a patriotic song, on the lines of that somewhat refrain run "Pay, pay, pay" would, if sung at the performance of "Our Regiment," bring in the "shekels." <box>371 536 505 608</box>
table-cell: 101 <box>634 1225 646 1235</box>
paragraph: Bulgaria has engaged a prominent English aviator, and other Englishmen are contemplated. <box>849 202 985 233</box>
paragraph: During the rebellion, the speaker said, the natives suffered much. The revolution started in Chingquing early, and one morning the revolutionary soldiers took charge of the place, one company marching to the Governor's residence and shooting him, another company taking a stand upon the walls and pouring lead into the Manchu portion. Unfortunately the revolutionary authorities allowed criminals to loot the Manchu area. The lust for loot gradually became so strong, that the armed gangs that sprung up from the slums turned on the other parts of the city, and ransacked the banks, the big shops, and other business places, setting fire to everything as they went. The more timid soldiers cut into the streets, and in one night a thousand people were killed. There was general consternation when the news spread out into the provinces, and families moved great distances in every direction. In many instances Manchus destroyed the mountain paths, for fear of guerrilla attack. Going on to describe the atrocities which were committed, the speaker pointed out that the revolutionary soldiers, but condemned the Imperialists. He mentioned two cases where missionaries, by personal intervention, had saved thousands from death and torture at the hands of the Imperial troops. <box>513 605 683 862</box>
table-cell: 110 <box>671 1272 682 1282</box>
advert-roslyn: Ask local drapers to show you the famous Roslyn Writing Pads—6d and 1s each. <box>8 1348 192 1368</box>
paragraph: Rome, October 3. It is semi-officially announced that the Italian representatives at Athens, Belgrade, Cettinje and Sofia have been instructed to counsel peace and moderation. <box>849 998 985 1050</box>
paragraph: London, October 3. At the third wool sale the following prices were realised for fleece portions of the clips named: Gear, top 15½d, average 11¾d; G.P.D.-N 19d, 14¼d; Tarridale 22¼d, 20½d; Algidus, 22½d, 21¼d. (Received 10.0 a.m.) <box>691 782 841 843</box>
table-cell: Miss Fussell and Mr F. P. Orbell (scr.) <box>514 1188 627 1198</box>
subtitle-h-company: "H" COMPANY VICTORIOUS. <box>375 727 501 737</box>
subtitle-australasia: SUPPORT OF AUSTRALASIA. <box>703 64 829 74</box>
table-cell: 8 <box>660 1272 664 1282</box>
paragraph: New regulations have been issued by the Public Works Department (writes the Whangamomona correspondent of the Taranaki Herald) with reference to those who absent themselves from work owing to going on the drunk. The regulations present a man from working again until he has waited one day for every day he was "on the spree." <box>8 232 192 293</box>
paragraph: Constantinople, October 2. The Samos armistice has proved fruitless. Hostilities are being resumed. The Anglo-French blue jackets are preserving order at Vathy. <box>849 260 985 301</box>
china-items <box>513 64 683 126</box>
oamaru-items <box>993 1080 1113 1433</box>
divider <box>513 1323 683 1324</box>
subhead-opportunity: Their Opportunity. <box>567 867 629 877</box>
opportunity-items <box>513 881 683 1111</box>
paragraph: Sydney, October 4. A seismograph at the Observatory recorded a large earthquake, probably of a submarine nature, on the morning of September 30th. It is estimated that the centre is 5500 miles from Sydney. <box>993 332 1113 393</box>
